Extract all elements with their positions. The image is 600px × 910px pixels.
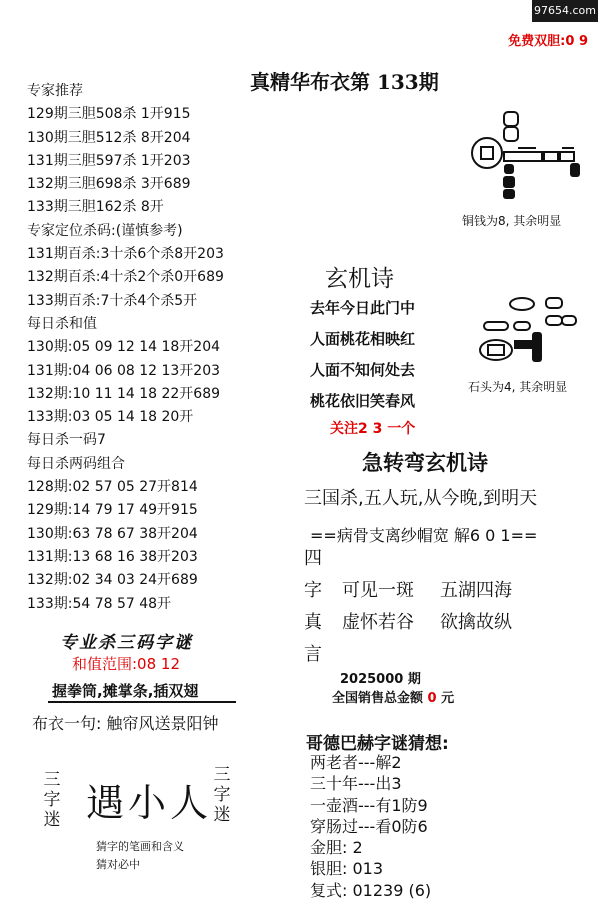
sales-total [332,687,454,706]
goedel-line: 复式: 01239 (6) [310,880,432,900]
idiom-row [304,543,512,575]
list-line: 131期:04 06 08 12 13开203 [27,362,221,379]
hint-line: 猜字的笔画和含义 [96,840,184,853]
domino-bar [504,152,542,161]
idiom-grid [304,543,512,671]
list-line: 133期:03 05 14 18 20开 [27,409,194,426]
stone-piece [503,189,515,199]
riddle-poem-answer-line: ==病骨支离纱帽宽 解6 0 1== [310,526,538,545]
goedel-line: 穿肠过---看0防6 [310,816,428,836]
coin-caption: 铜钱为8, 其余明显 [462,214,562,228]
stone-outline [546,298,562,308]
stone-illustration [474,294,584,374]
list-line: 130期三胆512杀 8开204 [27,129,191,146]
goedel-line: 三十年---出3 [310,774,402,794]
list-line: 133期三胆162杀 8开 [27,199,164,216]
idiom-char: 真 [304,612,322,633]
goedel-lines [310,752,431,901]
list-line: 专家推荐 [27,83,83,99]
list-line: 133期:54 78 57 48开 [27,595,172,612]
poem-heading: 玄机诗 [325,266,394,292]
idiom-char: 四 [304,548,322,569]
list-line: 129期:14 79 17 49开915 [27,502,198,519]
goedel-line: 两老者---解2 [310,753,402,772]
list-line: 每日杀和值 [27,315,97,332]
coin-icon [472,138,502,168]
side-label-right: 三字迷 [213,765,231,825]
stone-outline [562,316,576,325]
list-line: 132期:10 11 14 18 22开689 [27,385,221,402]
poem-line: 去年今日此门中 [310,299,416,317]
domino-bar [544,152,558,161]
sales-amount: 0 [427,691,437,706]
stone-outline [484,322,508,330]
poem-lines [310,293,415,417]
idiom-char: 言 [304,644,322,665]
idiom-row [304,639,512,671]
follow-note: 关注2 3 一个 [330,421,416,437]
list-line: 130期:05 09 12 14 18开204 [27,339,221,356]
stone-piece [504,164,514,174]
riddle-poem-title: 急转弯玄机诗 [362,451,488,475]
riddle-answer: 遇小人 [86,781,213,825]
list-line: 130期:63 78 67 38开204 [27,525,198,542]
idiom-phrase: 可见一斑 [342,580,414,601]
issue-number: 2025000 期 [340,672,421,687]
list-line: 131期:13 68 16 38开203 [27,548,198,565]
coin-hole [481,147,493,159]
site-watermark: 97654.com [532,0,598,22]
poem-line: 人面不知何处去 [310,361,416,379]
sales-label: 全国销售总金额 [332,691,424,706]
goedel-riddle-title: 哥德巴赫字谜猜想: [306,734,449,754]
list-line: 128期:02 57 05 27开814 [27,479,198,496]
riddle-hint [96,838,184,874]
idiom-row [304,607,512,639]
list-line: 专家定位杀码:(谨慎参考) [27,222,183,239]
stone-caption: 石头为4, 其余明显 [468,380,568,394]
list-line: 每日杀两码组合 [27,455,125,472]
free-pair-note: 免费双胆:0 9 [508,34,588,49]
expert-list [27,80,224,616]
poem-line: 人面桃花相映红 [310,330,416,348]
stone-outline [514,322,530,330]
list-line: 129期三胆508杀 1开915 [27,106,191,123]
idiom-phrase: 虚怀若谷 [342,612,414,633]
list-line: 131期百杀:3十杀6个杀8开203 [27,246,224,263]
domino-bar [560,152,574,161]
sum-range: 和值范围:08 12 [72,655,180,673]
domino-piece [504,112,518,126]
one-line-hint: 布衣一句: 触帘风送景阳钟 [32,714,219,733]
stone-bar [532,332,542,362]
side-label-left: 三字迷 [43,770,61,830]
stone-icon [480,340,512,360]
idiom-phrase: 五湖四海 [440,580,512,601]
domino-piece [504,127,518,141]
goedel-line: 银胆: 013 [310,859,384,879]
list-line: 132期三胆698杀 3开689 [27,176,191,193]
stone-piece [570,163,580,177]
stone-outline [546,316,562,325]
goedel-line: 金胆: 2 [310,838,363,858]
stone-hole [488,345,504,355]
list-line: 132期:02 34 03 24开689 [27,572,198,589]
riddle-slogan: 握拳筒,摊掌条,插双翅 [52,682,199,700]
slogan-underline [48,701,236,703]
stone-piece [503,176,515,188]
idiom-char: 字 [304,580,322,601]
poem-line: 桃花依旧笑春风 [310,392,416,410]
riddle-poem-line: 三国杀,五人玩,从今晚,到明天 [304,488,538,509]
page-title: 真精华布衣第 133期 [250,70,439,94]
sales-unit: 元 [441,691,455,706]
goedel-line: 一壶酒---有1防9 [310,795,428,815]
idiom-row [304,575,512,607]
hint-line: 猜对必中 [96,858,140,871]
list-line: 132期百杀:4十杀2个杀0开689 [27,269,224,286]
list-line: 131期三胆597杀 1开203 [27,152,191,169]
idiom-phrase: 欲擒故纵 [440,612,512,633]
list-line: 每日杀一码7 [27,432,106,449]
coin-domino-illustration [464,110,594,200]
list-line: 133期百杀:7十杀4个杀5开 [27,292,198,309]
zodiac-riddle-title: 专业杀三码字谜 [60,633,193,653]
stone-outline [510,298,534,310]
